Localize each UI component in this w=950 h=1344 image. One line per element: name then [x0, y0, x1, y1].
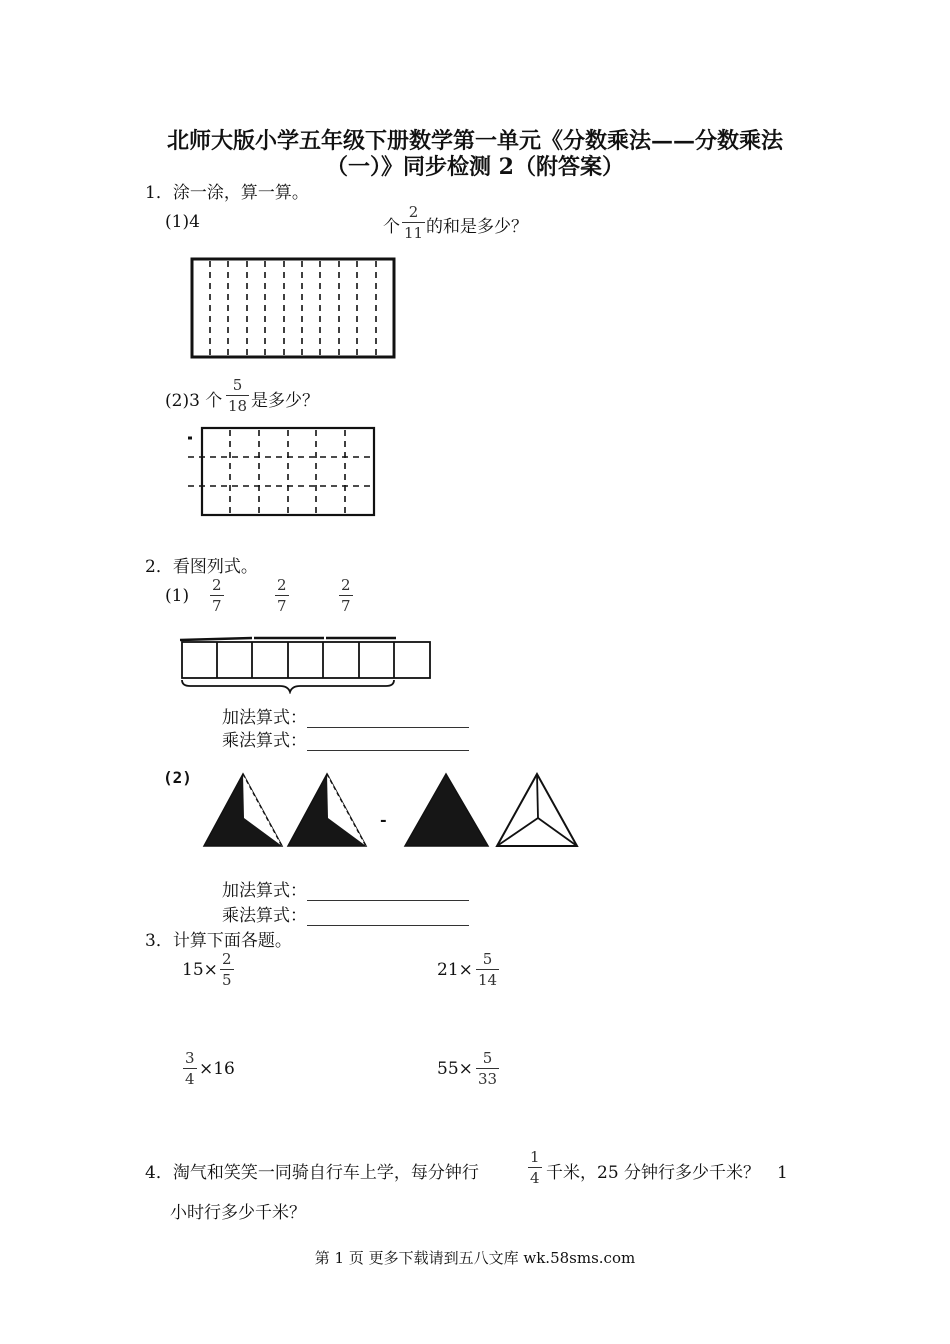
fraction-denominator: 4	[185, 1070, 195, 1088]
fraction-denominator: 33	[478, 1070, 498, 1088]
fraction-denominator: 4	[530, 1169, 540, 1187]
q4-text-suffix: 千米，25 分钟行多少千米？ 1	[546, 1163, 788, 1183]
q3-item-1-fraction	[220, 952, 234, 988]
question-2-heading: 2．看图列式。	[145, 557, 258, 577]
q4-fraction	[528, 1150, 542, 1186]
q2-part1-addition-row	[222, 703, 469, 728]
fraction-numerator: 1	[530, 1148, 540, 1166]
fraction-denominator: 5	[222, 971, 232, 989]
q2-triangles-diagram	[200, 770, 585, 852]
q2-fraction-2	[275, 578, 289, 614]
question-1-heading: 1．涂一涂，算一算。	[145, 183, 309, 203]
q2-strip-diagram	[176, 632, 436, 694]
q3-item-4-fraction	[476, 1051, 499, 1087]
fraction-numerator: 2	[408, 203, 419, 221]
fraction-denominator: 7	[341, 597, 351, 615]
addition-formula-label: 加法算式：	[222, 881, 307, 901]
multiplication-formula-blank[interactable]	[307, 734, 469, 751]
q1-rectangle-18-parts	[185, 424, 380, 520]
fraction-denominator: 7	[277, 597, 287, 615]
fraction-numerator: 5	[482, 950, 493, 968]
q3-item-1-left: 15×	[182, 960, 218, 980]
q2-minus-sign: -	[380, 810, 387, 829]
q2-part2-addition-row	[222, 876, 469, 901]
fraction-numerator: 2	[277, 576, 287, 594]
q1-part1-suffix: 的和是多少？	[426, 217, 528, 237]
page-title-line-1: 北师大版小学五年级下册数学第一单元《分数乘法——分数乘法	[166, 128, 783, 154]
multiplication-formula-blank[interactable]	[307, 909, 469, 926]
fraction-denominator: 18	[228, 397, 248, 415]
q1-part2-fraction	[226, 378, 249, 414]
q3-item-3-fraction	[183, 1051, 197, 1087]
fraction-denominator: 14	[478, 971, 498, 989]
question-3-heading: 3．计算下面各题。	[145, 931, 292, 951]
fraction-denominator: 11	[404, 224, 424, 242]
fraction-denominator: 7	[212, 597, 222, 615]
q2-fraction-3	[339, 578, 353, 614]
page-title-line-2: （一）》同步检测 2（附答案）	[326, 154, 624, 180]
q1-part2-suffix: 是多少？	[251, 391, 319, 411]
multiplication-formula-label: 乘法算式：	[222, 731, 307, 751]
q1-part1-prefix: (1)4	[165, 212, 200, 232]
fraction-numerator: 2	[341, 576, 351, 594]
fraction-numerator: 3	[185, 1049, 195, 1067]
page-footer: 第 1 页 更多下载请到五八文库 wk.58sms.com	[314, 1249, 636, 1267]
q3-item-2-fraction	[476, 952, 499, 988]
fraction-numerator: 2	[212, 576, 222, 594]
q1-rectangle-11-parts	[188, 255, 400, 361]
fraction-numerator: 5	[482, 1049, 493, 1067]
q2-part1-label: (1)	[165, 586, 190, 606]
q1-part2-prefix: (2)3 个	[165, 391, 223, 411]
addition-formula-blank[interactable]	[307, 884, 469, 901]
q4-text-line-2: 小时行多少千米？	[170, 1203, 306, 1223]
q2-part1-multiplication-row	[222, 726, 469, 751]
q4-text-prefix: 4．淘气和笑笑一同骑自行车上学，每分钟行	[145, 1163, 479, 1183]
q3-item-3-right: ×16	[199, 1059, 235, 1079]
fraction-numerator: 2	[222, 950, 232, 968]
q1-part1-fraction	[402, 205, 425, 241]
q1-part1-ge: 个	[383, 217, 400, 237]
q2-part2-multiplication-row	[222, 901, 469, 926]
q2-fraction-1	[210, 578, 224, 614]
multiplication-formula-label: 乘法算式：	[222, 906, 307, 926]
addition-formula-label: 加法算式：	[222, 708, 307, 728]
q3-item-2-left: 21×	[437, 960, 473, 980]
fraction-numerator: 5	[232, 376, 243, 394]
q2-part2-label: (2)	[163, 768, 192, 787]
q3-item-4-left: 55×	[437, 1059, 473, 1079]
